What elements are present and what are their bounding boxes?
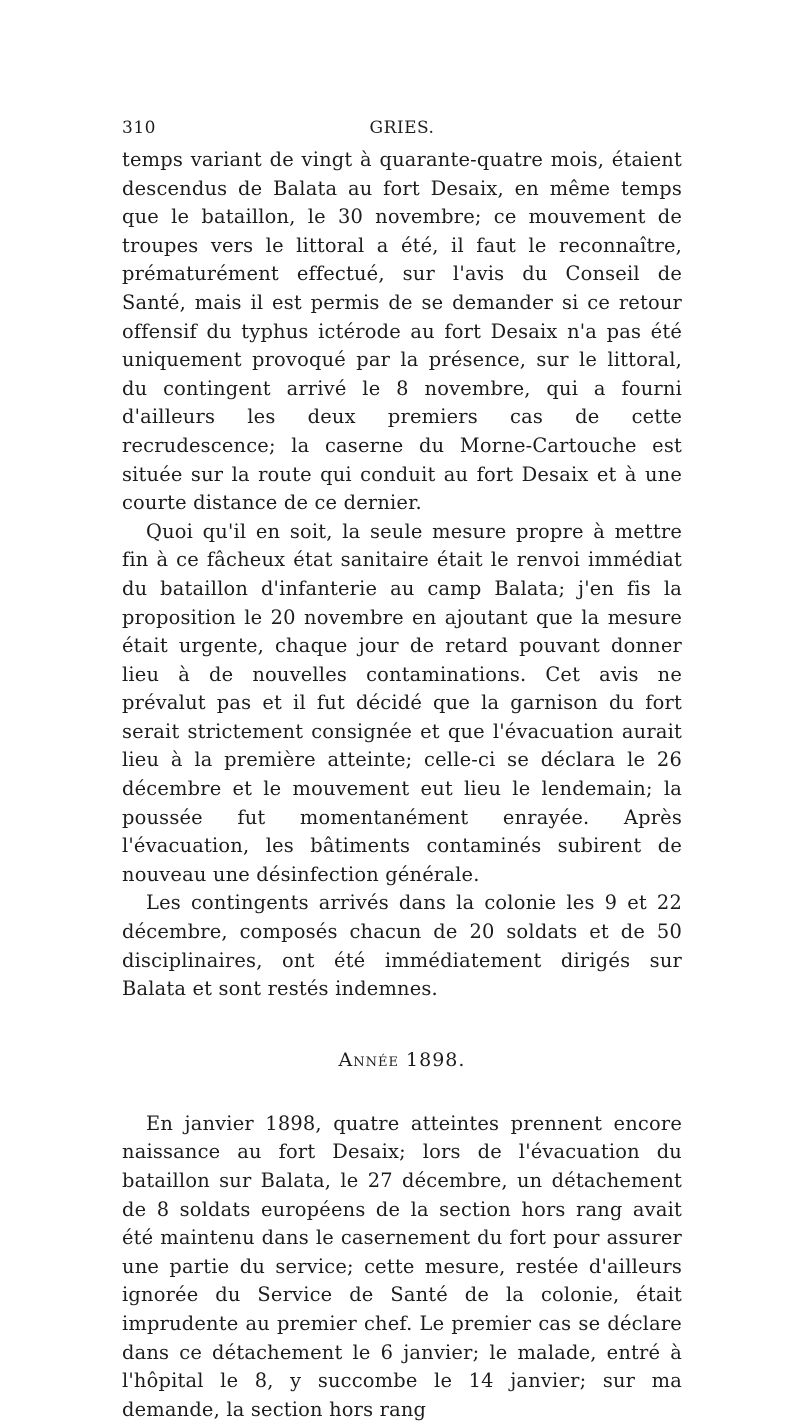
document-page <box>122 118 682 1424</box>
running-title: GRIES. <box>369 118 435 138</box>
paragraph-evacuation-proposal: Quoi qu'il en soit, la seule mesure propre à mettre fin à ce fâcheux état sanitaire était le renvoi immédiat du bataillon d'infanterie au camp Balata; j'en fis la proposition le 20 novembre en ajoutant que la mesure était urgente, chaque jour de retard pouvant donner lieu à de nouvelles contaminations. Cet avis ne prévalut pas et il fut décidé que la garnison du fort serait strictement consignée et que l'évacuation aurait lieu à la première atteinte; celle-ci se déclara le 26 décembre et le mouvement eut lieu le lendemain; la poussée fut momentanément enrayée. Après l'évacuation, les bâtiments contaminés subirent de nouveau une désinfection générale. <box>122 519 682 886</box>
page-number: 310 <box>122 118 156 138</box>
paragraph-continuation: temps variant de vingt à quarante-quatre mois, étaient descendus de Balata au fort Desaix, en même temps que le bataillon, le 30 novembre; ce mouvement de troupes vers le littoral a été, il faut le reconnaître, prématurément effectué, sur l'avis du Conseil de Santé, mais il est permis de se demander si ce retour offensif du typhus ictérode au fort Desaix n'a pas été uniquement provoqué par la présence, sur le littoral, du contingent arrivé le 8 novembre, qui a fourni d'ailleurs les deux premiers cas de cette recrudescence; la caserne du Morne-Cartouche est située sur la route qui conduit au fort Desaix et à une courte distance de ce dernier. <box>122 148 682 515</box>
section-heading-annee-1898: Année 1898. <box>338 1048 466 1071</box>
paragraph-january-1898: En janvier 1898, quatre atteintes prennent encore naissance au fort Desaix; lors de l'évacuation du bataillon sur Balata, le 27 décembre, un détachement de 8 soldats européens de la section hors rang avait été maintenu dans le casernement du fort pour assurer une partie du service; cette mesure, restée d'ailleurs ignorée du Service de Santé de la colonie, était imprudente au premier chef. Le premier cas se déclare dans ce détachement le 6 janvier; le malade, entré à l'hôpital le 8, y succombe le 14 janvier; sur ma demande, la section hors rang <box>122 1111 682 1421</box>
paragraph-contingents: Les contingents arrivés dans la colonie les 9 et 22 décembre, composés chacun de 20 soldats et de 50 disciplinaires, ont été immédiatement dirigés sur Balata et sont restés indemnes. <box>122 891 682 1001</box>
running-head <box>122 118 682 146</box>
